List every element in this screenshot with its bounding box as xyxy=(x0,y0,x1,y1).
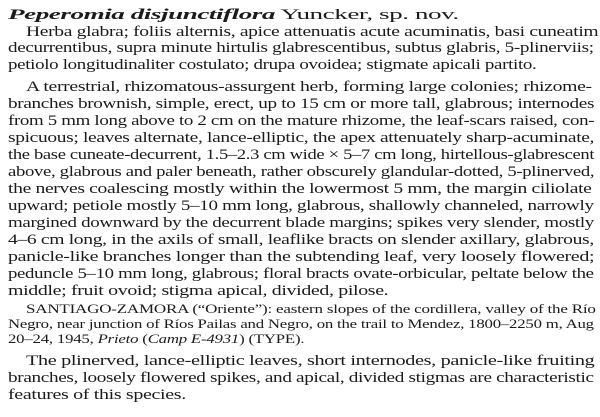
description-line: A terrestrial, rhizomatous-assurgent herb, forming large colonies; rhizome- xyxy=(26,79,592,95)
description-line: panicle-like branches longer than the subtending leaf, very loosely flowered; xyxy=(8,249,595,265)
description-line: 4–6 cm long, in the axils of small, leaflike bracts on slender axillary, glabrous, xyxy=(8,232,594,248)
specimen-paren-open: ( xyxy=(138,332,148,346)
description-line: the base cuneate-decurrent, 1.5–2.3 cm wide × 5–7 cm long, hirtellous-glabrescent xyxy=(8,147,595,163)
description-line: above, glabrous and paler beneath, rather obscurely glandular-dotted, 5-plinerved, xyxy=(8,164,595,180)
specimen-date: 20–24, 1945, xyxy=(8,332,98,346)
species-heading xyxy=(8,7,459,24)
species-authority: Yuncker, sp. nov. xyxy=(275,7,459,23)
description-line: margined downward by the decurrent blade margins; spikes very slender, mostly xyxy=(8,215,594,231)
specimen-collector: Prieto xyxy=(97,332,139,346)
species-name: Peperomia disjunctiflora xyxy=(8,7,276,23)
description-line: branches brownish, simple, erect, up to 15 cm or more tall, glabrous; internodes xyxy=(8,96,595,112)
latin-diagnosis-line: Herba glabra; foliis alternis, apice attenuatis acute acuminatis, basi cuneatim xyxy=(26,24,599,40)
specimen-type-label: ) (TYPE). xyxy=(239,332,305,346)
latin-diagnosis-line: petiolo longitudinaliter costulato; drupa ovoidea; stigmate apicali partito. xyxy=(8,57,537,73)
discussion-line: branches, loosely flowered spikes, and apical, divided stigmas are characteristic xyxy=(8,370,594,386)
specimen-citation-line: SANTIAGO-ZAMORA (“Oriente”): eastern slopes of the cordillera, valley of the Río xyxy=(26,302,596,316)
description-line: middle; fruit ovoid; stigma apical, divided, pilose. xyxy=(8,283,389,299)
description-line: spicuous; leaves alternate, lance-elliptic, the apex attenuately sharp-acuminate, xyxy=(8,130,595,146)
specimen-collection-number: Camp E-4931 xyxy=(147,332,240,346)
latin-diagnosis-line: decurrentibus, supra minute hirtulis glabrescentibus, subtus glabris, 5-plinerviis; xyxy=(8,40,594,56)
description-line: peduncle 5–10 mm long, glabrous; floral bracts ovate-orbicular, peltate below the xyxy=(8,266,594,282)
description-line: from 5 mm long above to 2 cm on the mature rhizome, the leaf-scars raised, con- xyxy=(8,113,595,129)
specimen-citation-line: Negro, near junction of Ríos Pailas and Negro, on the trail to Mendez, 1800–2250 m, Aug xyxy=(8,317,594,331)
description-line: the nerves coalescing mostly within the lowermost 5 mm, the margin ciliolate xyxy=(8,181,592,197)
discussion-line: The plinerved, lance-elliptic leaves, short internodes, panicle-like fruiting xyxy=(26,353,595,369)
discussion-line: features of this species. xyxy=(8,387,186,403)
specimen-citation-line xyxy=(8,332,304,347)
description-line: upward; petiole mostly 5–10 mm long, glabrous, shallowly channeled, narrowly xyxy=(8,198,594,214)
